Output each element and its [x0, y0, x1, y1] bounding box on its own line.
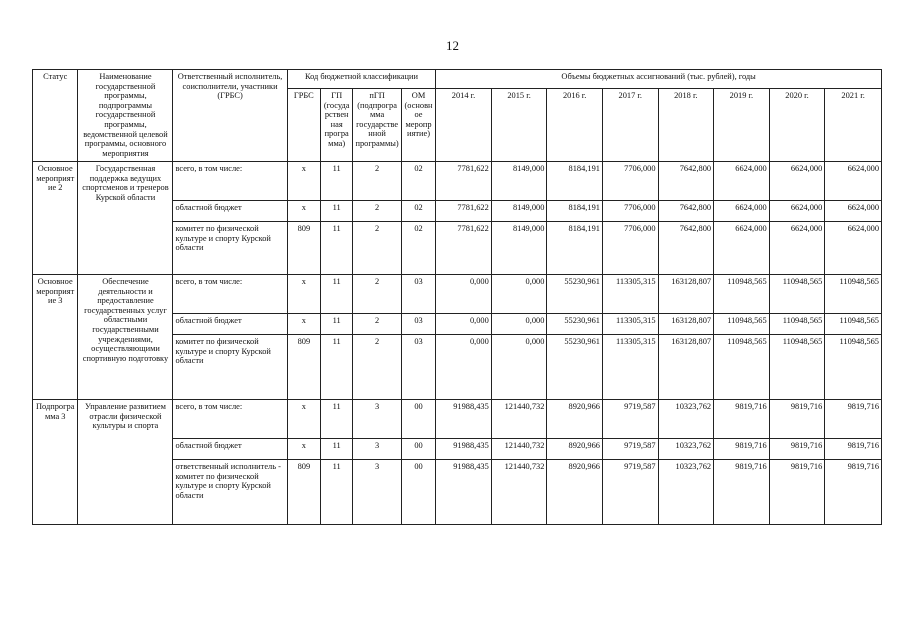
- value-2019: 6624,000: [714, 222, 770, 275]
- row-responsible: комитет по физической культуре и спорту Курской области: [173, 335, 287, 400]
- value-2015: 8149,000: [491, 201, 547, 222]
- value-2021: 6624,000: [825, 222, 882, 275]
- value-2016: 8920,966: [547, 460, 603, 525]
- header-responsible: Ответственный исполнитель, соисполнители, участники (ГРБС): [173, 70, 287, 162]
- value-2018: 10323,762: [658, 439, 714, 460]
- row-grbs: х: [287, 275, 320, 314]
- value-2015: 8149,000: [491, 162, 547, 201]
- value-2019: 9819,716: [714, 400, 770, 439]
- value-2014: 91988,435: [436, 460, 492, 525]
- value-2017: 9719,587: [602, 439, 658, 460]
- row-name: Обеспечение деятельности и предоставление государственных услуг областными государственными учреждениями, осуществляющими спортивную подготовку: [78, 275, 173, 400]
- row-pgp: 2: [353, 335, 402, 400]
- row-name: Государственная поддержка ведущих спортсменов и тренеров Курской области: [78, 162, 173, 275]
- row-gp: 11: [321, 460, 353, 525]
- row-om: 00: [401, 439, 435, 460]
- row-om: 02: [401, 201, 435, 222]
- value-2020: 9819,716: [769, 439, 825, 460]
- value-2021: 110948,565: [825, 335, 882, 400]
- value-2019: 110948,565: [714, 275, 770, 314]
- value-2021: 9819,716: [825, 400, 882, 439]
- row-gp: 11: [321, 439, 353, 460]
- row-gp: 11: [321, 222, 353, 275]
- row-grbs: х: [287, 162, 320, 201]
- value-2019: 9819,716: [714, 439, 770, 460]
- row-responsible: областной бюджет: [173, 439, 287, 460]
- value-2019: 110948,565: [714, 314, 770, 335]
- value-2017: 113305,315: [602, 314, 658, 335]
- row-gp: 11: [321, 201, 353, 222]
- table-row: [33, 400, 882, 439]
- value-2015: 121440,732: [491, 460, 547, 525]
- row-grbs: х: [287, 400, 320, 439]
- row-om: 02: [401, 222, 435, 275]
- header-om: ОМ (основное мероприятие): [401, 89, 435, 162]
- value-2016: 8184,191: [547, 222, 603, 275]
- row-pgp: 3: [353, 400, 402, 439]
- value-2021: 110948,565: [825, 314, 882, 335]
- row-status: Основное мероприятие 2: [33, 162, 78, 275]
- value-2014: 0,000: [436, 335, 492, 400]
- row-responsible: всего, в том числе:: [173, 275, 287, 314]
- row-responsible: ответственный исполнитель - комитет по физической культуре и спорту Курской области: [173, 460, 287, 525]
- row-om: 00: [401, 400, 435, 439]
- header-name: Наименование государственной программы, подпрограммы государственной программы, ведомственной целевой программы, основного мероприятия: [78, 70, 173, 162]
- value-2014: 91988,435: [436, 400, 492, 439]
- value-2020: 9819,716: [769, 400, 825, 439]
- value-2016: 55230,961: [547, 335, 603, 400]
- value-2014: 91988,435: [436, 439, 492, 460]
- header-year-2016: 2016 г.: [547, 89, 603, 162]
- value-2021: 6624,000: [825, 162, 882, 201]
- row-gp: 11: [321, 314, 353, 335]
- row-gp: 11: [321, 400, 353, 439]
- table-row: [33, 162, 882, 201]
- value-2015: 0,000: [491, 335, 547, 400]
- value-2020: 6624,000: [769, 162, 825, 201]
- value-2015: 8149,000: [491, 222, 547, 275]
- value-2017: 7706,000: [602, 162, 658, 201]
- row-gp: 11: [321, 275, 353, 314]
- header-year-2014: 2014 г.: [436, 89, 492, 162]
- table-row: [33, 275, 882, 314]
- value-2017: 9719,587: [602, 460, 658, 525]
- row-gp: 11: [321, 335, 353, 400]
- value-2017: 113305,315: [602, 275, 658, 314]
- value-2016: 8920,966: [547, 400, 603, 439]
- row-grbs: х: [287, 314, 320, 335]
- header-code-group: Код бюджетной классификации: [287, 70, 436, 89]
- header-year-2021: 2021 г.: [825, 89, 882, 162]
- value-2020: 110948,565: [769, 335, 825, 400]
- row-grbs: х: [287, 201, 320, 222]
- value-2014: 7781,622: [436, 222, 492, 275]
- row-status: Основное мероприятие 3: [33, 275, 78, 400]
- row-grbs: 809: [287, 335, 320, 400]
- row-pgp: 2: [353, 222, 402, 275]
- value-2015: 0,000: [491, 314, 547, 335]
- page-number: 12: [446, 38, 459, 53]
- value-2018: 163128,807: [658, 314, 714, 335]
- value-2014: 0,000: [436, 314, 492, 335]
- row-grbs: 809: [287, 222, 320, 275]
- header-year-2018: 2018 г.: [658, 89, 714, 162]
- row-pgp: 2: [353, 162, 402, 201]
- header-year-2019: 2019 г.: [714, 89, 770, 162]
- value-2019: 110948,565: [714, 335, 770, 400]
- row-gp: 11: [321, 162, 353, 201]
- value-2016: 55230,961: [547, 314, 603, 335]
- row-om: 02: [401, 162, 435, 201]
- value-2021: 9819,716: [825, 460, 882, 525]
- header-gp: ГП (государственная программа): [321, 89, 353, 162]
- row-status: Подпрограмма 3: [33, 400, 78, 525]
- header-year-2020: 2020 г.: [769, 89, 825, 162]
- header-year-2017: 2017 г.: [602, 89, 658, 162]
- header-year-2015: 2015 г.: [491, 89, 547, 162]
- row-grbs: 809: [287, 460, 320, 525]
- row-pgp: 3: [353, 439, 402, 460]
- row-grbs: х: [287, 439, 320, 460]
- row-om: 03: [401, 275, 435, 314]
- row-pgp: 2: [353, 314, 402, 335]
- row-om: 03: [401, 314, 435, 335]
- value-2020: 9819,716: [769, 460, 825, 525]
- row-responsible: всего, в том числе:: [173, 162, 287, 201]
- row-responsible: комитет по физической культуре и спорту Курской области: [173, 222, 287, 275]
- row-name: Управление развитием отрасли физической культуры и спорта: [78, 400, 173, 525]
- header-pgp: пГП (подпрограмма государственной программы): [353, 89, 402, 162]
- value-2021: 9819,716: [825, 439, 882, 460]
- value-2017: 9719,587: [602, 400, 658, 439]
- value-2014: 7781,622: [436, 201, 492, 222]
- row-pgp: 3: [353, 460, 402, 525]
- value-2014: 0,000: [436, 275, 492, 314]
- value-2018: 163128,807: [658, 335, 714, 400]
- row-responsible: областной бюджет: [173, 314, 287, 335]
- row-pgp: 2: [353, 275, 402, 314]
- value-2019: 6624,000: [714, 162, 770, 201]
- value-2015: 0,000: [491, 275, 547, 314]
- value-2017: 113305,315: [602, 335, 658, 400]
- header-grbs: ГРБС: [287, 89, 320, 162]
- value-2019: 9819,716: [714, 460, 770, 525]
- value-2021: 110948,565: [825, 275, 882, 314]
- header-volume-group: Объемы бюджетных ассигнований (тыс. рублей), годы: [436, 70, 882, 89]
- budget-table: [32, 69, 882, 525]
- value-2018: 7642,800: [658, 201, 714, 222]
- value-2014: 7781,622: [436, 162, 492, 201]
- value-2018: 10323,762: [658, 400, 714, 439]
- row-om: 03: [401, 335, 435, 400]
- row-responsible: всего, в том числе:: [173, 400, 287, 439]
- value-2019: 6624,000: [714, 201, 770, 222]
- row-responsible: областной бюджет: [173, 201, 287, 222]
- value-2015: 121440,732: [491, 400, 547, 439]
- value-2020: 6624,000: [769, 222, 825, 275]
- value-2016: 8920,966: [547, 439, 603, 460]
- value-2016: 8184,191: [547, 162, 603, 201]
- row-om: 00: [401, 460, 435, 525]
- value-2017: 7706,000: [602, 201, 658, 222]
- value-2018: 7642,800: [658, 222, 714, 275]
- value-2021: 6624,000: [825, 201, 882, 222]
- value-2016: 8184,191: [547, 201, 603, 222]
- value-2020: 6624,000: [769, 201, 825, 222]
- value-2020: 110948,565: [769, 314, 825, 335]
- value-2016: 55230,961: [547, 275, 603, 314]
- value-2015: 121440,732: [491, 439, 547, 460]
- header-status: Статус: [33, 70, 78, 162]
- value-2018: 163128,807: [658, 275, 714, 314]
- value-2018: 10323,762: [658, 460, 714, 525]
- row-pgp: 2: [353, 201, 402, 222]
- value-2018: 7642,800: [658, 162, 714, 201]
- value-2017: 7706,000: [602, 222, 658, 275]
- value-2020: 110948,565: [769, 275, 825, 314]
